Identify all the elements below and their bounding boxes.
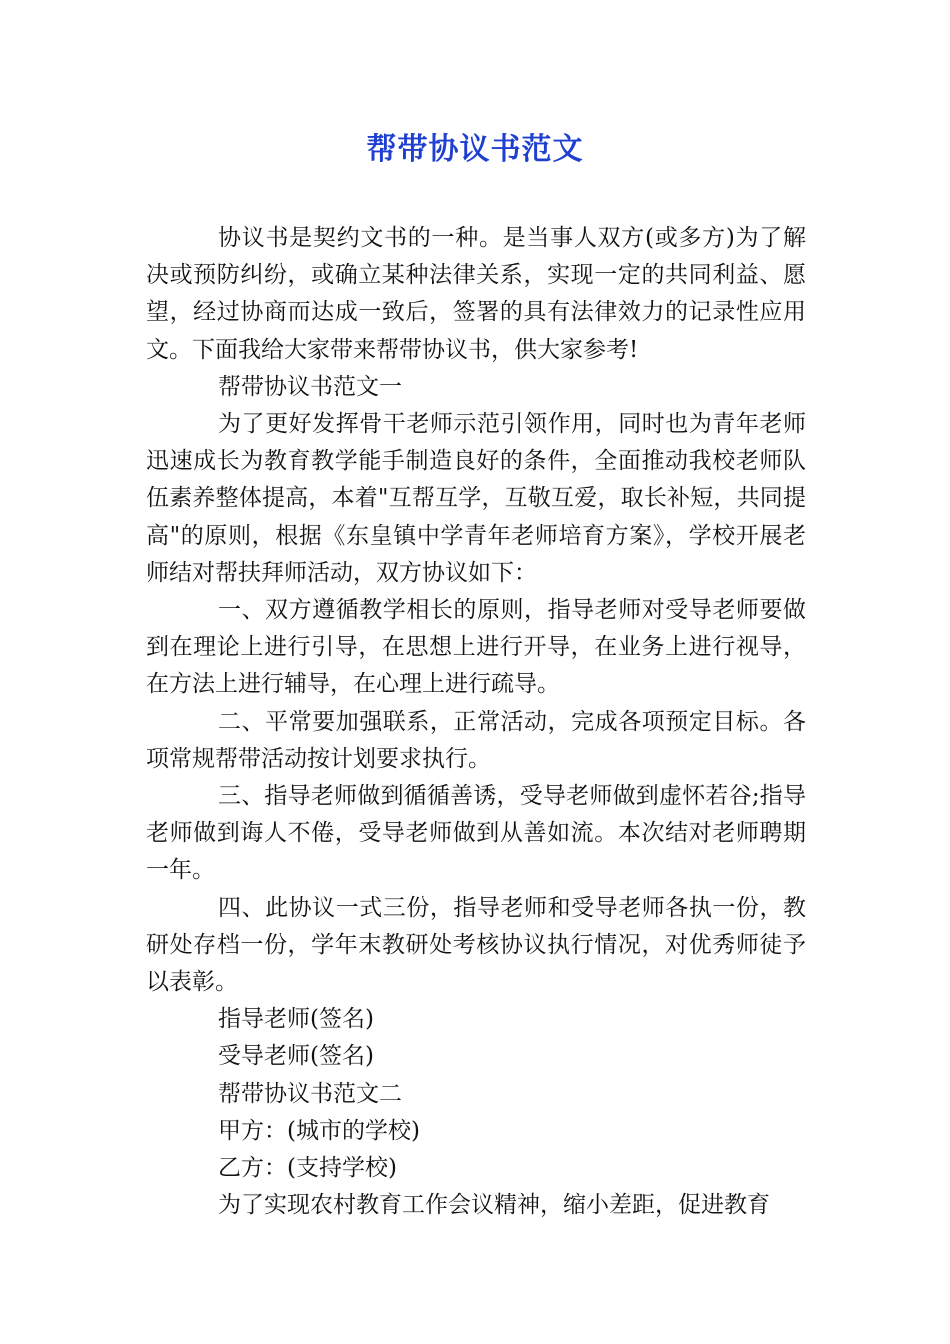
clause-four: 四、此协议一式三份，指导老师和受导老师各执一份，教研处存档一份，学年末教研处考核协议执行情况，对优秀师徒予以表彰。 [146,894,806,996]
document-body [146,220,806,1224]
party-a: 甲方：(城市的学校) [218,1117,420,1144]
paragraph-closing-partial: 为了实现农村教育工作会议精神，缩小差距，促进教育 [218,1192,770,1219]
clause-two: 二、平常要加强联系，正常活动，完成各项预定目标。各项常规帮带活动按计划要求执行。 [146,708,806,772]
signature-mentee: 受导老师(签名) [218,1043,374,1070]
paragraph-intro: 协议书是契约文书的一种。是当事人双方(或多方)为了解决或预防纠纷，或确立某种法律关系，实现一定的共同利益、愿望，经过协商而达成一致后，签署的具有法律效力的记录性应用文。下面我给大家带来帮带协议书，供大家参考! [146,225,806,363]
section-heading-sample-one: 帮带协议书范文一 [218,373,402,400]
document-title: 帮带协议书范文 [366,132,584,167]
section-heading-sample-two: 帮带协议书范文二 [218,1080,402,1107]
paragraph-purpose: 为了更好发挥骨干老师示范引领作用，同时也为青年老师迅速成长为教育教学能手制造良好的条件，全面推动我校老师队伍素养整体提高，本着"互帮互学，互敬互爱，取长补短，共同提高"的原则，根据《东皇镇中学青年老师培育方案》，学校开展老师结对帮扶拜师活动，双方协议如下： [146,411,806,586]
party-b: 乙方：(支持学校) [218,1155,397,1182]
clause-one: 一、双方遵循教学相长的原则，指导老师对受导老师要做到在理论上进行引导，在思想上进行开导，在业务上进行视导，在方法上进行辅导，在心理上进行疏导。 [146,597,806,698]
signature-mentor: 指导老师(签名) [218,1006,374,1033]
clause-three: 三、指导老师做到循循善诱，受导老师做到虚怀若谷;指导老师做到诲人不倦，受导老师做到从善如流。本次结对老师聘期一年。 [146,783,806,884]
